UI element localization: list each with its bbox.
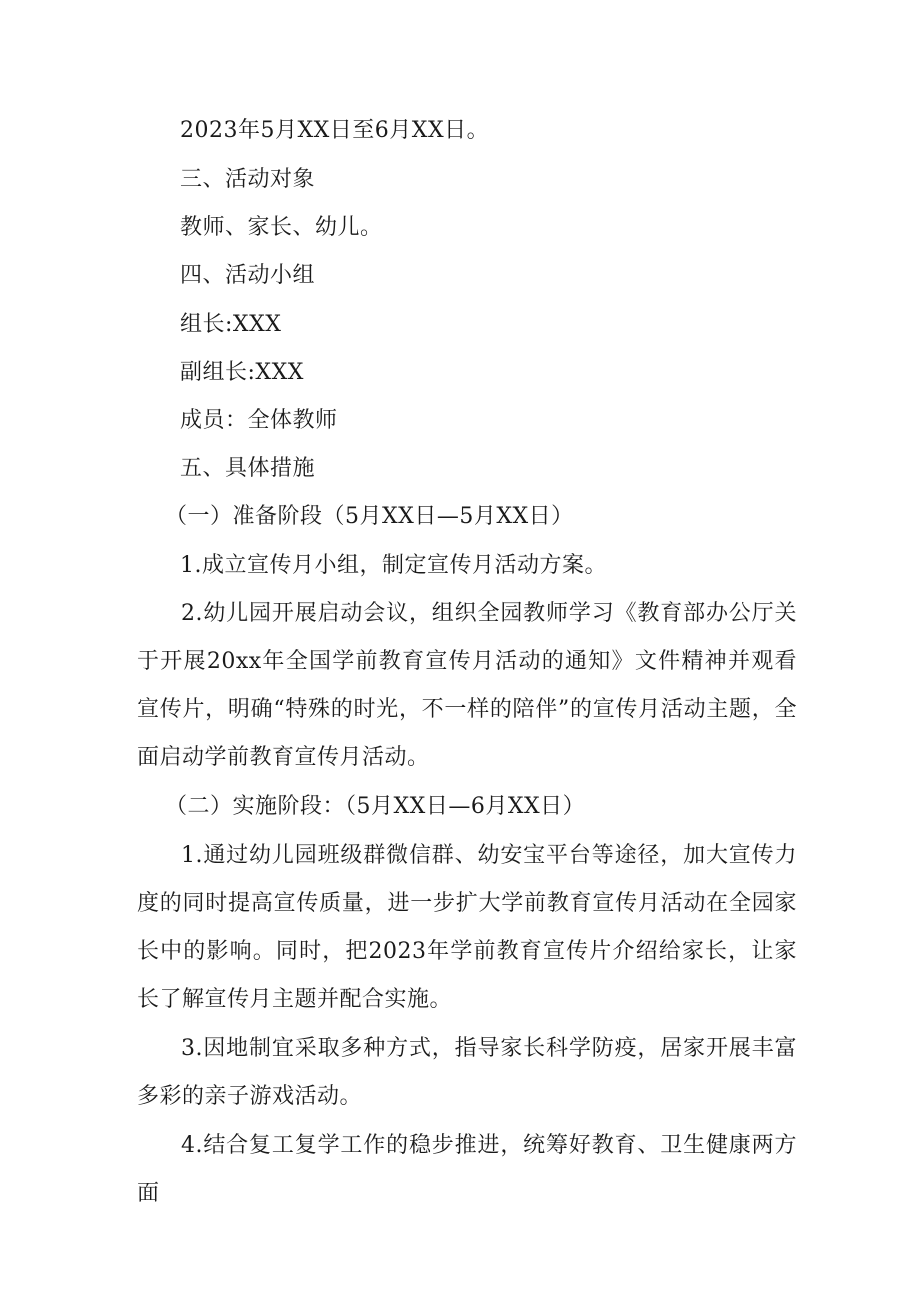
group-vice-leader: 副组长:XXX: [180, 360, 304, 385]
group-members: 成员：全体教师: [180, 408, 338, 433]
section-5-heading: 五、具体措施: [180, 456, 316, 481]
phase-2-item-1: 1.通过幼儿园班级群微信群、幼安宝平台等途径，加大宣传力度的同时提高宣传质量，进一步扩大学前教育宣传月活动在全园家长中的影响。同时，把2023年学前教育宣传片介绍给家长，让家长了解宣传月主题并配合实施。: [137, 843, 797, 1012]
phase-2-item-4: 4.结合复工复学工作的稳步推进，统筹好教育、卫生健康两方面: [137, 1133, 797, 1206]
phase-1-heading: （一）准备阶段（5月XX日—5月XX日）: [165, 504, 574, 529]
section-4-heading: 四、活动小组: [180, 263, 316, 288]
group-leader: 组长:XXX: [180, 312, 282, 337]
date-range-text: 2023年5月XX日至6月XX日。: [180, 118, 490, 143]
phase-2-item-3: 3.因地制宜采取多种方式，指导家长科学防疫，居家开展丰富多彩的亲子游戏活动。: [137, 1036, 797, 1109]
phase-2-heading: （二）实施阶段：（5月XX日—6月XX日）: [165, 794, 586, 819]
section-3-body: 教师、家长、幼儿。: [180, 215, 383, 240]
phase-1-item-2: 2.幼儿园开展启动会议，组织全园教师学习《教育部办公厅关于开展20xx年全国学前教育宣传月活动的通知》文件精神并观看宣传片，明确“特殊的时光，不一样的陪伴”的宣传月活动主题，全面启动学前教育宣传月活动。: [137, 601, 797, 770]
section-3-heading: 三、活动对象: [180, 167, 316, 192]
phase-1-item-1: 1.成立宣传月小组，制定宣传月活动方案。: [180, 553, 607, 578]
